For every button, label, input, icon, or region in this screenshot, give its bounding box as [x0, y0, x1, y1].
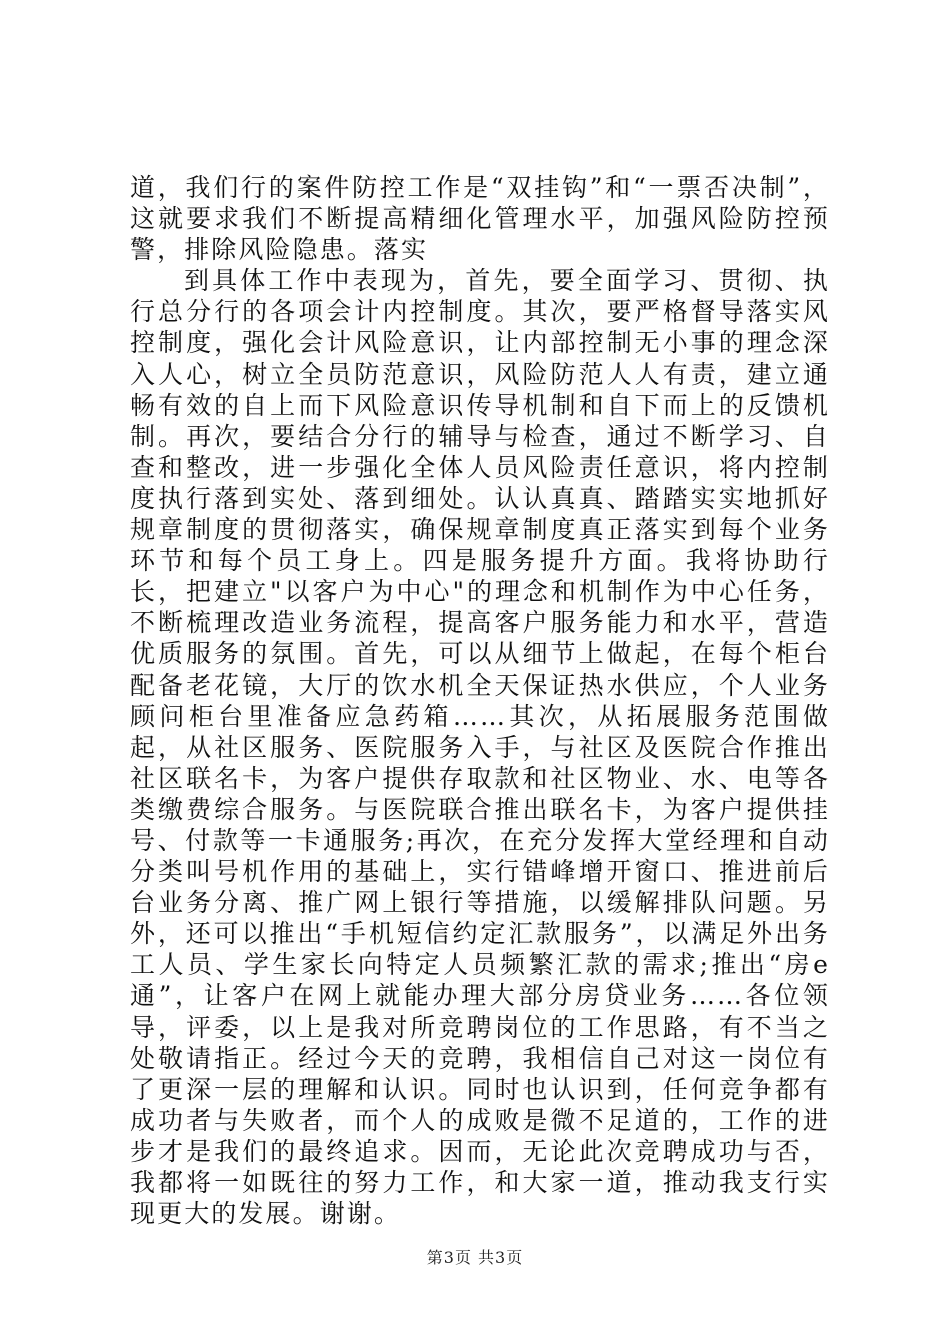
paragraph-main: 到具体工作中表现为，首先，要全面学习、贯彻、执行总分行的各项会计内控制度。其次，要严格督导落实风控制度，强化会计风险意识，让内部控制无小事的理念深入人心，树立全员防范意识，风险防范人人有责，建立通畅有效的自上而下风险意识传导机制和自下而上的反馈机制。再次，要结合分行的辅导与检查，通过不断学习、自查和整改，进一步强化全体人员风险责任意识，将内控制度执行落到实处、落到细处。认认真真、踏踏实实地抓好规章制度的贯彻落实，确保规章制度真正落实到每个业务环节和每个员工身上。四是服务提升方面。我将协助行长，把建立"以客户为中心"的理念和机制作为中心任务，不断梳理改造业务流程，提高客户服务能力和水平，营造优质服务的氛围。首先，可以从细节上做起，在每个柜台配备老花镜，大厅的饮水机全天保证热水供应，个人业务顾问柜台里准备应急药箱……其次，从拓展服务范围做起，从社区服务、医院服务入手，与社区及医院合作推出社区联名卡，为客户提供存取款和社区物业、水、电等各类缴费综合服务。与医院联合推出联名卡，为客户提供挂号、付款等一卡通服务;再次，在充分发挥大堂经理和自动分类叫号机作用的基础上，实行错峰增开窗口、推进前后台业务分离、推广网上银行等措施，以缓解排队问题。另外，还可以推出“手机短信约定汇款服务”，以满足外出务工人员、学生家长向特定人员频繁汇款的需求;推出“房e通”，让客户在网上就能办理大部分房贷业务……各位领导，评委，以上是我对所竞聘岗位的工作思路，有不当之处敬请指正。经过今天的竞聘，我相信自己对这一岗位有了更深一层的理解和认识。同时也认识到，任何竞争都有成功者与失败者，而个人的成败是微不足道的，工作的进步才是我们的最终追求。因而，无论此次竞聘成功与否，我都将一如既往的努力工作，和大家一道，推动我支行实现更大的发展。谢谢。 [130, 266, 830, 1229]
paragraph-continuation: 道，我们行的案件防控工作是“双挂钩”和“一票否决制”，这就要求我们不断提高精细化管理水平，加强风险防控预警，排除风险隐患。落实 [130, 173, 830, 265]
document-body [130, 172, 830, 1229]
page-footer: 第3页 共3页 [426, 1248, 524, 1267]
